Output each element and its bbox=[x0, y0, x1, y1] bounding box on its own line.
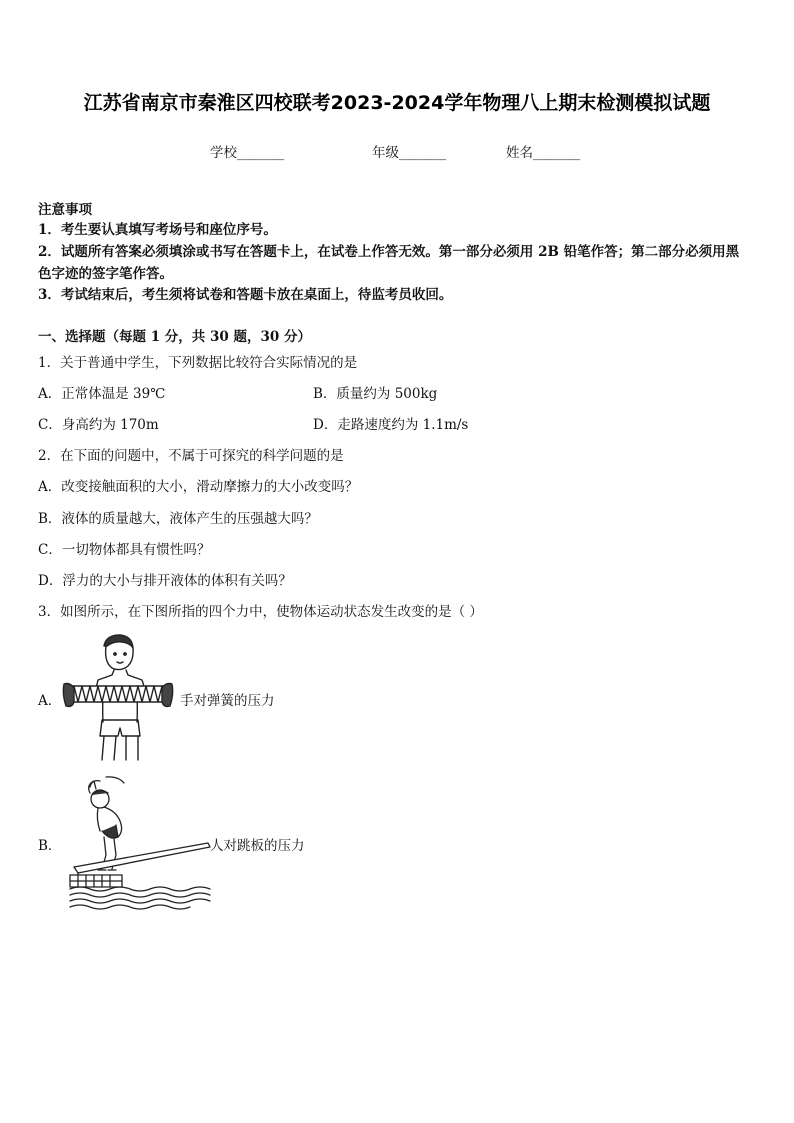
notice-item-1: 1．考生要认真填写考场号和座位序号。 bbox=[38, 222, 277, 238]
question-1-stem: 1．关于普通中学生，下列数据比较符合实际情况的是 bbox=[38, 355, 358, 371]
question-2-stem: 2．在下面的问题中，不属于可探究的科学问题的是 bbox=[38, 448, 344, 464]
school-field: 学校_______ bbox=[210, 145, 285, 161]
question-3-option-a-caption: 手对弹簧的压力 bbox=[180, 693, 275, 709]
diving-board-figure bbox=[68, 775, 212, 913]
page-title: 江苏省南京市秦淮区四校联考2023-2024学年物理八上期末检测模拟试题 bbox=[83, 92, 711, 114]
section-heading: 一、选择题（每题 1 分，共 30 题，30 分） bbox=[38, 329, 311, 345]
question-1-option-c: C．身高约为 170m bbox=[38, 417, 159, 433]
notice-heading: 注意事项 bbox=[38, 202, 92, 218]
question-1-option-b: B．质量约为 500kg bbox=[313, 386, 438, 402]
question-3-stem: 3．如图所示，在下图所指的四个力中，使物体运动状态发生改变的是（ ） bbox=[38, 604, 483, 620]
question-3-option-a-letter: A． bbox=[38, 693, 62, 709]
question-1-option-a: A．正常体温是 39℃ bbox=[38, 386, 166, 402]
notice-item-2-cont: 色字迹的签字笔作答。 bbox=[38, 266, 173, 282]
name-field: 姓名_______ bbox=[506, 145, 581, 161]
notice-item-2: 2．试题所有答案必须填涂或书写在答题卡上，在试卷上作答无效。第一部分必须用 2B 铅笔作答；第二部分必须用黑 bbox=[38, 244, 740, 260]
question-3-option-b-letter: B． bbox=[38, 838, 62, 854]
question-2-option-b: B．液体的质量越大，液体产生的压强越大吗？ bbox=[38, 511, 318, 527]
question-1-option-d: D．走路速度约为 1.1m/s bbox=[313, 417, 469, 433]
question-2-option-a: A．改变接触面积的大小，滑动摩擦力的大小改变吗？ bbox=[38, 479, 359, 495]
grade-field: 年级_______ bbox=[372, 145, 447, 161]
spring-compression-figure bbox=[62, 632, 174, 767]
question-2-option-d: D．浮力的大小与排开液体的体积有关吗？ bbox=[38, 573, 292, 589]
question-3-option-b-caption: 人对跳板的压力 bbox=[210, 838, 305, 854]
question-2-option-c: C．一切物体都具有惯性吗？ bbox=[38, 542, 211, 558]
notice-item-3: 3．考试结束后，考生须将试卷和答题卡放在桌面上，待监考员收回。 bbox=[38, 287, 453, 303]
